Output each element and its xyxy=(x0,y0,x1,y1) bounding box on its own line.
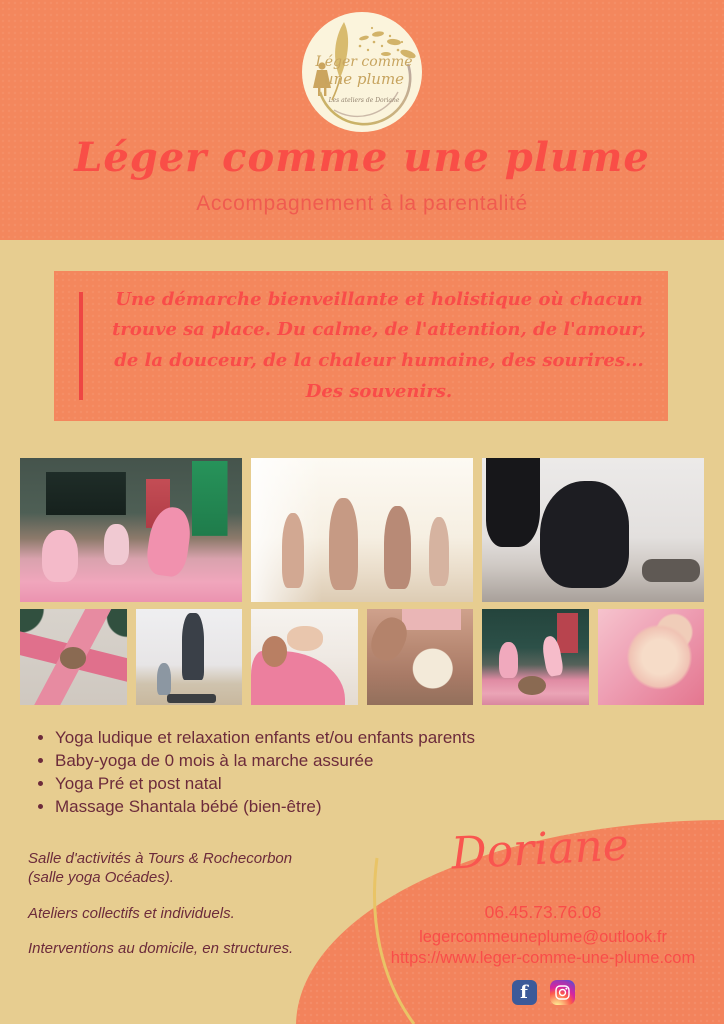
figure-shape xyxy=(42,530,78,582)
photo-kids-gym-pink-mats xyxy=(482,609,589,705)
social-icons-row xyxy=(362,980,724,1005)
intro-quote-box xyxy=(54,271,668,421)
instagram-camera-glyph xyxy=(555,985,570,1000)
header-band xyxy=(0,0,724,240)
figure-shape xyxy=(642,559,700,582)
photo-baby-massage-hands xyxy=(367,609,474,705)
figure-shape xyxy=(384,506,411,590)
figure-shape xyxy=(499,642,518,678)
figure-shape xyxy=(486,458,539,547)
photo-grid xyxy=(20,458,704,705)
facebook-icon[interactable]: f xyxy=(512,980,537,1005)
figure-shape xyxy=(540,635,564,678)
figure-shape xyxy=(157,663,171,696)
logo-text-line1: Léger comme xyxy=(315,54,413,70)
service-item: • Baby-yoga de 0 mois à la marche assurée xyxy=(55,752,666,769)
photo-mom-baby-relaxation xyxy=(251,609,358,705)
figure-shape xyxy=(518,676,546,695)
service-item: • Yoga Pré et post natal xyxy=(55,775,666,792)
photo-kids-jumping-studio xyxy=(136,609,243,705)
photo-kids-mats-circle-overhead xyxy=(20,609,127,705)
photo-row-small xyxy=(20,609,704,705)
email-address[interactable]: legercommeuneplume@outlook.fr xyxy=(419,928,667,946)
phone-number[interactable]: 06.45.73.76.08 xyxy=(484,902,602,922)
service-item: • Yoga ludique et relaxation enfants et/ou enfants parents xyxy=(55,729,666,746)
detail-workshops: Ateliers collectifs et individuels. xyxy=(28,904,235,922)
photo-row-large xyxy=(20,458,704,602)
logo-tagline: Les ateliers de Doriane xyxy=(328,97,400,104)
figure-shape xyxy=(329,498,358,590)
service-item: • Massage Shantala bébé (bien-être) xyxy=(55,798,666,815)
figure-shape xyxy=(367,612,413,665)
practical-details xyxy=(28,850,320,976)
photo-prenatal-yoga-group xyxy=(251,458,473,602)
contact-block xyxy=(362,902,724,969)
instagram-icon[interactable] xyxy=(550,980,575,1005)
figure-shape xyxy=(144,505,193,579)
figure-shape xyxy=(540,481,629,588)
signature-doriane: Doriane xyxy=(450,819,630,880)
figure-shape xyxy=(282,513,304,588)
website-url[interactable]: https://www.leger-comme-une-plume.com xyxy=(390,949,696,967)
logo-text-line2: une plume xyxy=(323,70,405,88)
figure-shape xyxy=(262,636,288,667)
brand-logo xyxy=(302,12,422,132)
figure-shape xyxy=(167,694,216,703)
figure-shape xyxy=(429,517,449,586)
page-title: Léger comme une plume xyxy=(74,134,650,181)
detail-location: Salle d'activités à Tours & Rochecorbon (salle yoga Océades). xyxy=(28,850,293,886)
services-list xyxy=(36,729,666,821)
detail-home-visits: Interventions au domicile, en structures. xyxy=(28,940,294,958)
figure-shape xyxy=(60,647,86,668)
quote-accent-bar xyxy=(79,292,83,400)
intro-quote-text: Une démarche bienveillante et holistique où chacun trouve sa place. Du calme, de l'attention, de l'amour, de la douceur, de la chaleur humaine, des sourires... Des souvenirs. xyxy=(112,288,646,402)
figure-shape xyxy=(104,524,128,564)
figure-shape xyxy=(182,613,203,680)
photo-kids-yoga-room xyxy=(20,458,242,602)
figure-shape xyxy=(287,626,323,651)
page-subtitle: Accompagnement à la parentalité xyxy=(196,192,528,215)
photo-baby-feet-massage xyxy=(598,609,705,705)
photo-assisted-yoga-stretch xyxy=(482,458,704,602)
